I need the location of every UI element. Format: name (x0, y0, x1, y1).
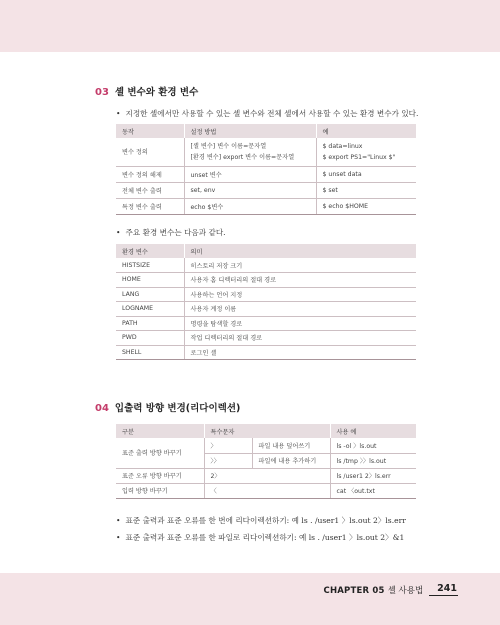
section-title: 셸 변수와 환경 변수 (114, 87, 199, 98)
cell-meaning: 사용자 계정 이름 (184, 302, 416, 317)
method-line: [환경 변수] export 변수 이름=문자열 (190, 153, 295, 161)
cell-desc: 파일에 내용 추가하기 (252, 453, 330, 468)
example-line: $ data=linux (322, 142, 363, 150)
table-header-row (116, 244, 416, 258)
footer-chapter-title: 셸 사용법 (387, 586, 424, 596)
cell-method: set, env (184, 182, 316, 198)
cell-meaning: 히스토리 저장 크기 (184, 258, 416, 273)
cell-method: unset 변수 (184, 166, 316, 182)
cell-example: $ unset data (316, 166, 416, 182)
variable-ops-table (116, 124, 416, 215)
cell-var: LOGNAME (116, 302, 184, 317)
bullet-text: • 주요 환경 변수는 다음과 같다. (116, 227, 226, 238)
section-heading-redirection (95, 400, 240, 414)
example-line: $ export PS1="Linux $" (322, 153, 396, 161)
cell-method: echo $변수 (184, 198, 316, 214)
cell-action: 특정 변수 출력 (116, 198, 184, 214)
bullet-text: • 표준 출력과 표준 오류를 한 파일로 리다이렉션하기: 예 ls . /user1 〉ls.out 2〉&1 (116, 532, 404, 543)
cell-example: cat 〈out.txt (330, 483, 416, 498)
cell-char: 〉〉 (204, 453, 252, 468)
top-margin-band (0, 0, 500, 52)
cell-var: LANG (116, 287, 184, 302)
cell-action: 전체 변수 출력 (116, 182, 184, 198)
table-row (116, 438, 416, 453)
cell-desc: 파일 내용 덮어쓰기 (252, 438, 330, 453)
cell-char: 2〉 (204, 468, 330, 483)
cell-action: 변수 정의 (116, 138, 184, 166)
cell-method (184, 138, 316, 166)
header-method: 설정 방법 (184, 124, 316, 138)
section-number: 03 (95, 87, 109, 98)
table-row (116, 287, 416, 302)
header-example: 예 (316, 124, 416, 138)
cell-meaning: 로그인 셸 (184, 345, 416, 360)
header-usage: 사용 예 (330, 424, 416, 438)
table-row (116, 468, 416, 483)
page-number: 241 (429, 583, 458, 596)
section-heading-shell-vars (95, 84, 198, 98)
cell-char: 〉 (204, 438, 252, 453)
table-row (116, 345, 416, 360)
method-line: [셸 변수] 변수 이름=문자열 (190, 142, 267, 150)
footer-chapter: CHAPTER 05 (323, 586, 385, 596)
table-row (116, 258, 416, 273)
cell-example: ls -ol 〉ls.out (330, 438, 416, 453)
cell-kind: 입력 방향 바꾸기 (116, 483, 204, 498)
cell-example: $ echo $HOME (316, 198, 416, 214)
table-row (116, 198, 416, 214)
cell-meaning: 작업 디렉터리의 절대 경로 (184, 331, 416, 346)
table-row (116, 302, 416, 317)
cell-var: SHELL (116, 345, 184, 360)
cell-var: HISTSIZE (116, 258, 184, 273)
table-row (116, 331, 416, 346)
bullet-text: • 지정한 셸에서만 사용할 수 있는 셸 변수와 전체 셸에서 사용할 수 있는 환경 변수가 있다. (116, 108, 418, 119)
cell-example: ls /user1 2〉ls.err (330, 468, 416, 483)
cell-var: HOME (116, 273, 184, 288)
bullet-text: • 표준 출력과 표준 오류를 한 번에 리다이렉션하기: 예 ls . /user1 〉ls.out 2〉ls.err (116, 515, 406, 526)
cell-var: PWD (116, 331, 184, 346)
cell-char: 〈 (204, 483, 330, 498)
redirection-table (116, 424, 416, 499)
section-number: 04 (95, 403, 109, 414)
cell-example: ls /tmp 〉〉ls.out (330, 453, 416, 468)
table-header-row (116, 124, 416, 138)
cell-meaning: 사용하는 언어 지정 (184, 287, 416, 302)
table-row (116, 273, 416, 288)
table-header-row (116, 424, 416, 438)
page-footer (324, 583, 459, 596)
table-row (116, 316, 416, 331)
table-row (116, 138, 416, 166)
cell-kind: 표준 오류 방향 바꾸기 (116, 468, 204, 483)
header-meaning: 의미 (184, 244, 416, 258)
bottom-margin-band (0, 573, 500, 625)
table-row (116, 166, 416, 182)
cell-kind: 표준 출력 방향 바꾸기 (116, 438, 204, 468)
header-env-var: 환경 변수 (116, 244, 184, 258)
header-special-char: 특수문자 (204, 424, 330, 438)
cell-action: 변수 정의 해제 (116, 166, 184, 182)
table-row (116, 483, 416, 498)
cell-var: PATH (116, 316, 184, 331)
header-kind: 구분 (116, 424, 204, 438)
env-vars-table (116, 244, 416, 360)
cell-example (316, 138, 416, 166)
section-title: 입출력 방향 변경(리다이렉션) (114, 403, 241, 414)
table-row (116, 182, 416, 198)
cell-example: $ set (316, 182, 416, 198)
cell-meaning: 사용자 홈 디렉터리의 절대 경로 (184, 273, 416, 288)
cell-meaning: 명령을 탐색할 경로 (184, 316, 416, 331)
header-action: 동작 (116, 124, 184, 138)
